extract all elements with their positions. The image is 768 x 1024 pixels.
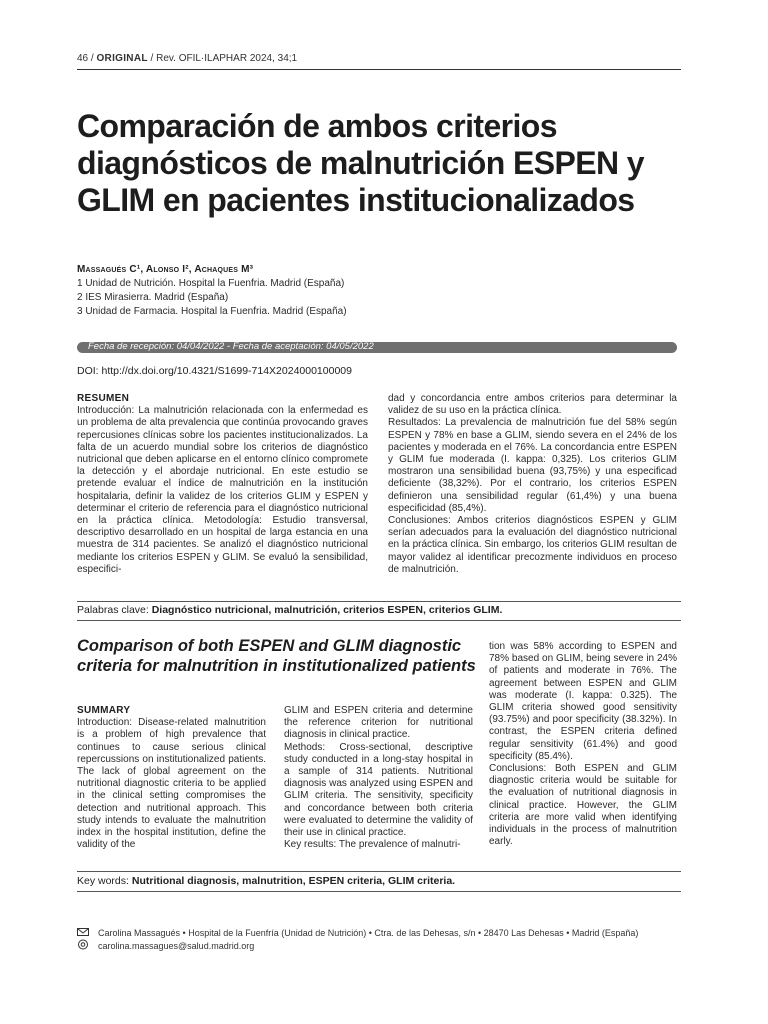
header-rule bbox=[77, 69, 681, 70]
affiliation-3: 3 Unidad de Farmacia. Hospital la Fuenfria. Madrid (España) bbox=[77, 306, 347, 317]
summary-methods: Methods: Cross-sectional, descriptive study conducted in a long-stay hospital in a sample of 314 patients. Nutritional diagnosis was analyzed using ESPEN and GLIM criteria. The sensitivity, specificity and concordance between both criteria were evaluated to determine the validity of their use in clinical practice. bbox=[284, 741, 473, 839]
keywords-es-terms: Diagnóstico nutricional, malnutrición, criterios ESPEN, criterios GLIM. bbox=[151, 604, 503, 616]
resumen-results: Resultados: La prevalencia de malnutrición fue del 58% según ESPEN y 78% en base a GLIM, siendo severa en el 24% de los pacientes y moderada en el 76%. La concordancia entre ESPEN y GLIM fue moderada (I. kappa: 0,325). Los criterios GLIM mostraron una sensibilidad buena (93,75%) y una especificad deficiente (38,32%). Por el contrario, los criterios ESPEN definieron una sensibilidad regular (61,4%) y una buena especificidad (85,4%). bbox=[388, 417, 677, 514]
article-title: Comparación de ambos criterios diagnósticos de malnutrición ESPEN y GLIM en pacientes institucionalizados bbox=[77, 108, 644, 218]
keywords-rule-top bbox=[77, 601, 681, 602]
section-label: ORIGINAL bbox=[96, 53, 148, 64]
summary-heading: SUMMARY bbox=[77, 705, 131, 716]
correspondence-address: Carolina Massagués • Hospital de la Fuenfría (Unidad de Nutrición) • Ctra. de las Dehesas, s/n • 28470 Las Dehesas • Madrid (España) bbox=[98, 928, 639, 938]
summary-column-1 bbox=[77, 705, 266, 851]
at-sign-icon bbox=[77, 939, 89, 953]
resumen-column-right bbox=[388, 393, 677, 576]
resumen-heading: RESUMEN bbox=[77, 393, 130, 404]
resumen-continuation: dad y concordancia entre ambos criterios para determinar la validez de su uso en la práctica clínica. bbox=[388, 393, 677, 417]
affiliation-1: 1 Unidad de Nutrición. Hospital la Fuenfria. Madrid (España) bbox=[77, 278, 345, 289]
keywords-en-rule-top bbox=[77, 871, 681, 872]
summary-column-2 bbox=[284, 705, 473, 851]
keywords-es bbox=[77, 604, 502, 616]
resumen-conclusions: Conclusiones: Ambos criterios diagnósticos ESPEN y GLIM serían adecuados para la evaluación del diagnóstico nutricional en la práctica clínica. Sin embargo, los criterios GLIM resultan de mayor validez al identificar precozmente individuos en proceso de malnutrición. bbox=[388, 515, 677, 575]
keywords-en bbox=[77, 875, 455, 887]
keywords-es-label: Palabras clave: bbox=[77, 604, 152, 616]
summary-introduction: Introduction: Disease-related malnutrition is a problem of high prevalence that continues to cause serious clinical repercussions on institutionalized patients. The lack of global agreement on the nutritional diagnostic criteria to be applied in the clinical setting compromises the detection and nutritional approach. This study intends to evaluate the malnutrition index in the hospital institution, define the validity of the bbox=[77, 717, 266, 851]
author-list: Massagués C¹, Alonso I², Achaques M³ bbox=[77, 264, 254, 275]
summary-key-results: Key results: The prevalence of malnutri- bbox=[284, 839, 461, 851]
doi-link[interactable]: DOI: http://dx.doi.org/10.4321/S1699-714X2024000100009 bbox=[77, 365, 352, 377]
keywords-rule-bottom bbox=[77, 620, 681, 621]
summary-continuation: GLIM and ESPEN criteria and determine the reference criterion for nutritional diagnosis in clinical practice. bbox=[284, 705, 473, 741]
english-title: Comparison of both ESPEN and GLIM diagnostic criteria for malnutrition in institutionalized patients bbox=[77, 637, 476, 675]
keywords-en-label: Key words: bbox=[77, 875, 132, 887]
correspondence-email[interactable]: carolina.massagues@salud.madrid.org bbox=[98, 941, 255, 951]
running-head bbox=[77, 53, 297, 64]
keywords-en-terms: Nutritional diagnosis, malnutrition, ESPEN criteria, GLIM criteria. bbox=[131, 875, 456, 887]
summary-column-3 bbox=[489, 641, 677, 848]
summary-conclusions: Conclusions: Both ESPEN and GLIM diagnostic criteria would be suitable for the evaluation of nutritional diagnosis in clinical practice. However, the GLIM criteria are more valid when identifying individuals in the process of malnutrition early. bbox=[489, 763, 677, 848]
keywords-en-rule-bottom bbox=[77, 891, 681, 892]
resumen-column-left bbox=[77, 393, 368, 576]
page-number: 46 / bbox=[77, 53, 97, 64]
journal-citation: / Rev. OFIL·ILAPHAR 2024, 34;1 bbox=[147, 53, 298, 64]
summary-results: tion was 58% according to ESPEN and 78% based on GLIM, being severe in 24% of patients and moderate in 76%. The agreement between ESPEN and GLIM was moderate (I. kappa: 0.325). The GLIM criteria showed good sensitivity (93.75%) and poor specificity (38.32%). In contrast, the ESPEN criteria defined regular sensitivity (61.4%) and good specificity (85.4%). bbox=[489, 641, 677, 762]
affiliation-2: 2 IES Mirasierra. Madrid (España) bbox=[77, 292, 229, 303]
resumen-intro-methods: Introducción: La malnutrición relacionada con la enfermedad es un problema de alta prevalencia que continúa provocando graves repercusiones clínicas sobre los pacientes institucionalizados. La falta de un acuerdo mundial sobre los criterios de diagnóstico nutricional que deben aplicarse en el entorno clínico compromete la detección y el abordaje nutricional. En este estudio se pretende evaluar el índice de malnutrición en la institución hospitalaria, definir la validez de los criterios GLIM y ESPEN y determinar el criterio de referencia para el diagnóstico nutricional en la práctica clínica. Metodología: Estudio transversal, descriptivo desarrollado en un hospital de larga estancia en una muestra de 314 pacientes. Se analizó el diagnóstico nutricional mediante los criterios ESPEN y GLIM. Se evaluó la sensibilidad, especifici- bbox=[77, 405, 368, 575]
received-accepted-dates: Fecha de recepción: 04/04/2022 - Fecha de aceptación: 04/05/2022 bbox=[88, 341, 374, 352]
